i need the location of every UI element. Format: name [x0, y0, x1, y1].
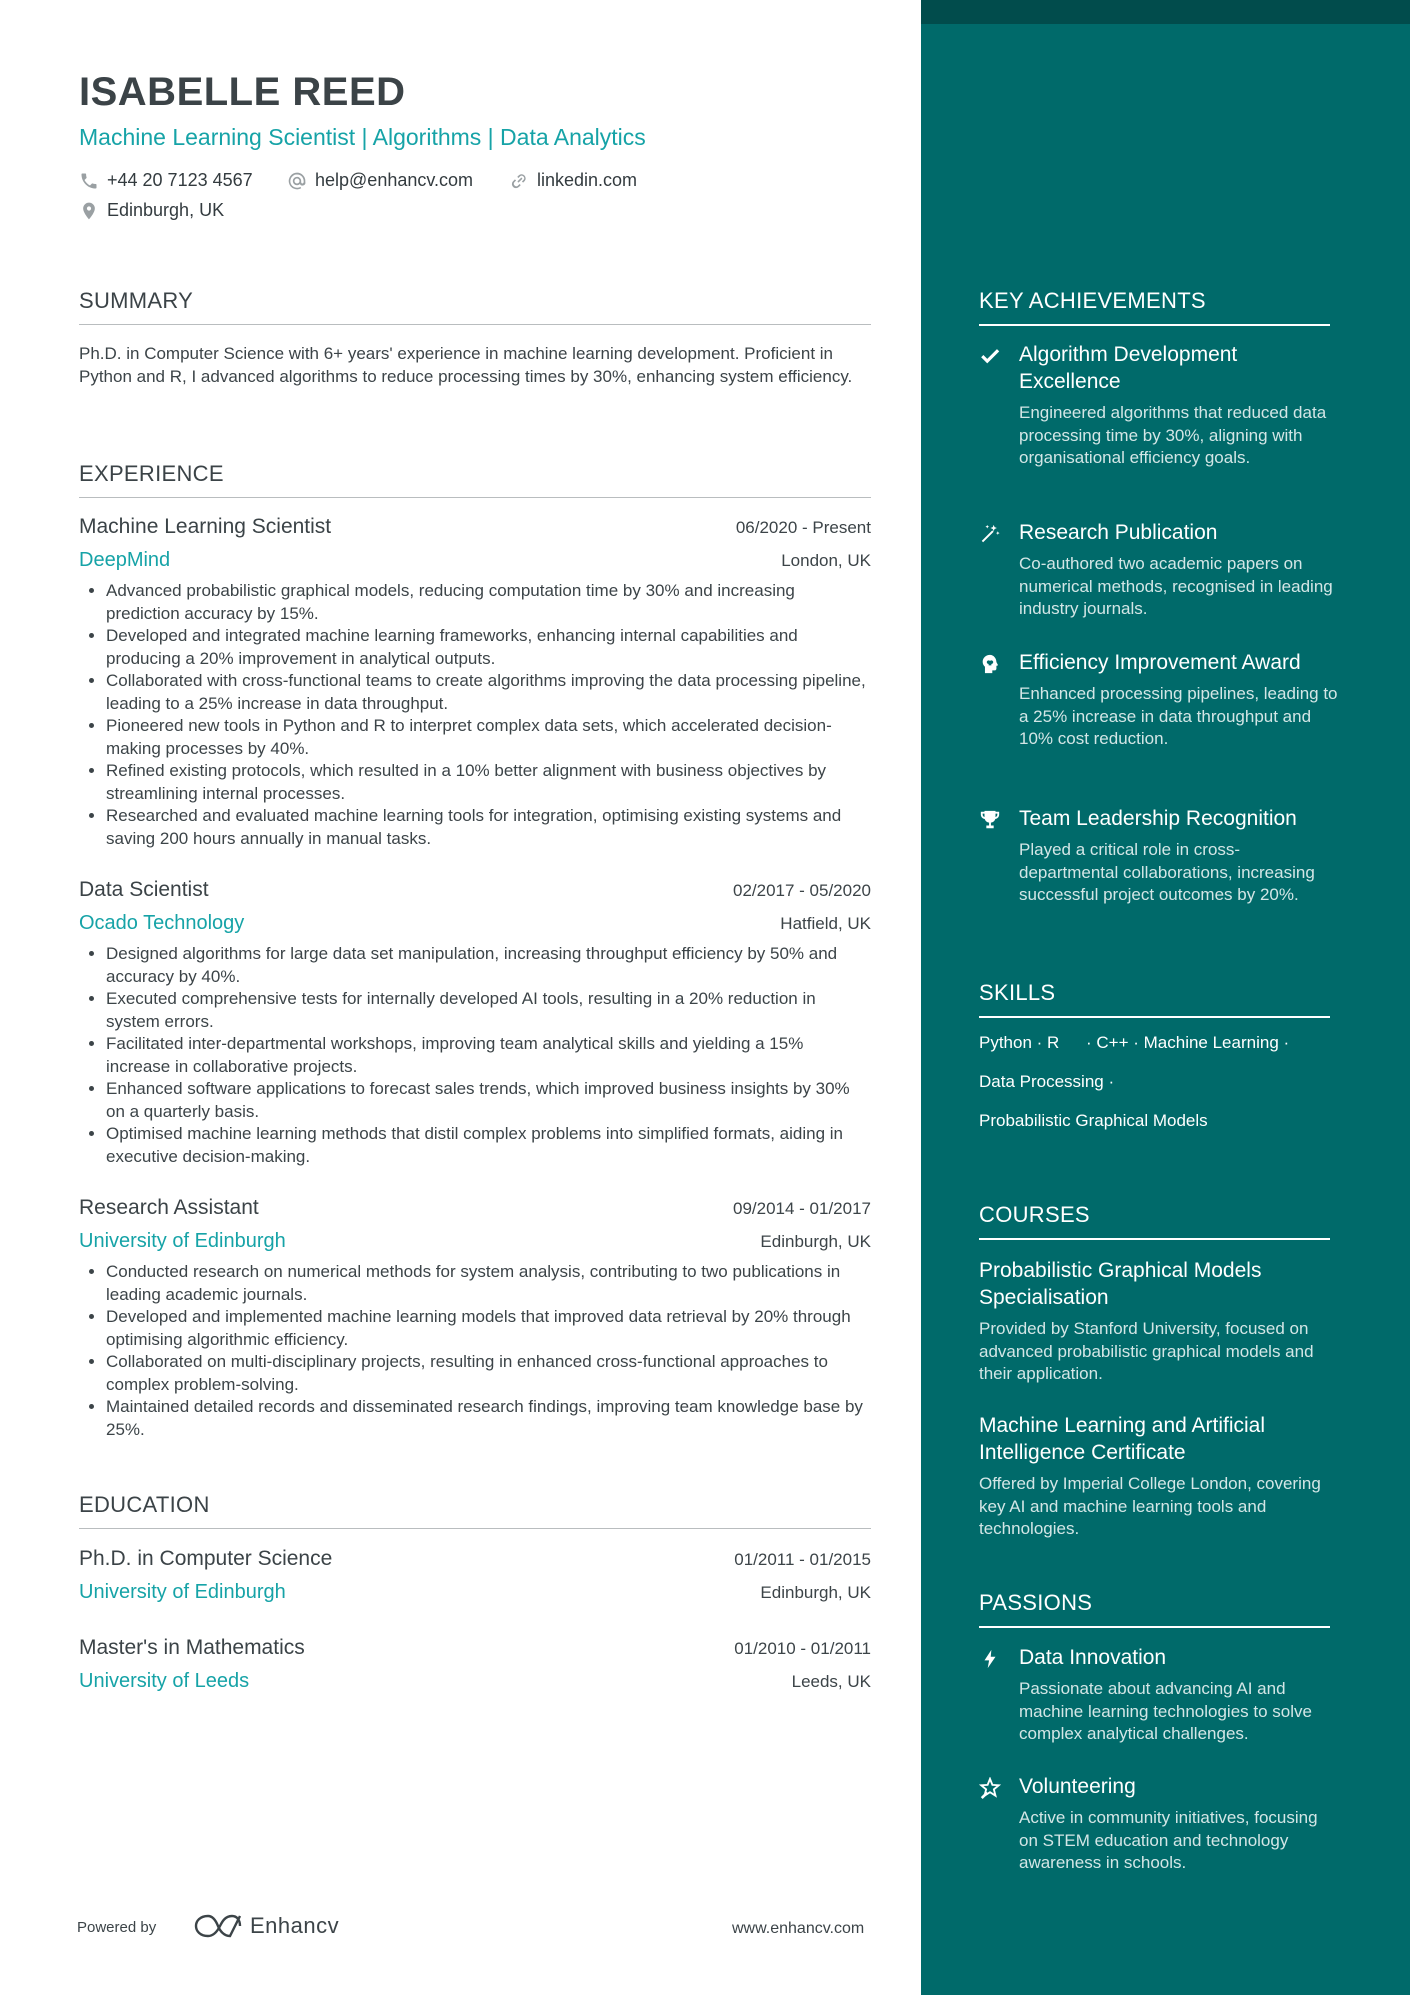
achievement-desc: Co-authored two academic papers on numerical methods, recognised in leading industry journals.: [1019, 554, 1333, 618]
course-title: Machine Learning and Artificial Intelligence Certificate: [979, 1414, 1266, 1464]
enhancv-logo-icon: [194, 1912, 242, 1940]
bullet-item: • Pioneered new tools in Python and R to interpret complex data sets, which accelerated decision-making processes by 40%.: [106, 715, 871, 760]
job-bullets: [79, 1261, 871, 1441]
achievement-item: [979, 519, 1339, 621]
education-heading: EDUCATION: [79, 1492, 871, 1529]
passion-item: [979, 1773, 1339, 1875]
linkedin-text: linkedin.com: [537, 170, 638, 190]
course-desc: Provided by Stanford University, focused on advanced probabilistic graphical models and their application.: [979, 1319, 1314, 1383]
job-dates: 02/2017 - 05/2020: [732, 881, 871, 900]
trophy-icon: [979, 809, 1001, 831]
job-location: Edinburgh, UK: [760, 1232, 871, 1251]
achievement-item: [979, 649, 1339, 751]
location-text: Edinburgh, UK: [107, 200, 225, 220]
email-text: help@enhancv.com: [315, 170, 474, 190]
degree-title: Ph.D. in Computer Science: [79, 1547, 333, 1570]
bullet-item: • Refined existing protocols, which resulted in a 10% better alignment with business objectives by streamlining internal processes.: [106, 760, 871, 805]
magic-wand-icon: [979, 523, 1001, 545]
enhancv-logo[interactable]: [194, 1912, 339, 1940]
powered-by-label: Powered by: [77, 1919, 157, 1936]
check-icon: [979, 345, 1001, 367]
enhancv-logo-text: Enhancv: [250, 1913, 340, 1938]
achievement-title: Efficiency Improvement Award: [1019, 651, 1301, 674]
bullet-item: • Collaborated on multi-disciplinary projects, resulting in enhanced cross-functional approaches to complex problem-solving.: [106, 1351, 871, 1396]
passion-item: [979, 1644, 1339, 1746]
experience-heading: EXPERIENCE: [79, 461, 871, 498]
job-company[interactable]: DeepMind: [79, 549, 171, 571]
bullet-item: • Developed and implemented machine learning models that improved data retrieval by 20% through optimising algorithmic efficiency.: [106, 1306, 871, 1351]
passions-heading: PASSIONS: [979, 1590, 1330, 1628]
summary-heading: SUMMARY: [79, 288, 871, 325]
job-dates: 06/2020 - Present: [735, 518, 871, 537]
skill-item: Data Processing ·: [979, 1072, 1115, 1091]
contact-phone[interactable]: [79, 170, 253, 191]
education-entry: [79, 1636, 871, 1693]
skill-item: Probabilistic Graphical Models: [979, 1111, 1208, 1130]
bullet-item: • Facilitated inter-departmental workshops, improving team analytical skills and yielding a 15% increase in collaborative projects.: [106, 1033, 871, 1078]
passion-desc: Passionate about advancing AI and machine learning technologies to solve complex analytical challenges.: [1019, 1679, 1312, 1743]
summary-text: Ph.D. in Computer Science with 6+ years' experience in machine learning development. Proficient in Python and R, I advanced algorithms to reduce processing times by 30%, enhancing system efficiency.: [79, 344, 853, 386]
school-name[interactable]: University of Edinburgh: [79, 1581, 286, 1603]
job-location: Hatfield, UK: [780, 914, 871, 933]
job-bullets: [79, 943, 871, 1168]
sidebar-top-band: [921, 0, 1410, 24]
job-dates: 09/2014 - 01/2017: [732, 1199, 871, 1218]
contact-email[interactable]: [287, 170, 473, 191]
achievement-item: [979, 341, 1339, 470]
lightning-icon: [979, 1648, 1001, 1670]
achievement-title: Team Leadership Recognition: [1019, 807, 1297, 830]
achievement-desc: Played a critical role in cross-departmental collaborations, increasing successful project outcomes by 20%.: [1019, 840, 1315, 904]
course-item: [979, 1257, 1339, 1386]
school-location: Edinburgh, UK: [760, 1583, 871, 1602]
at-icon: [287, 171, 307, 191]
skill-item: Python · R: [979, 1033, 1060, 1052]
star-hand-icon: [979, 1777, 1001, 1799]
job-company[interactable]: Ocado Technology: [79, 912, 245, 934]
achievement-title: Research Publication: [1019, 521, 1218, 544]
education-entry: [79, 1547, 871, 1604]
job-title: Research Assistant: [79, 1196, 259, 1219]
passion-title: Volunteering: [1019, 1775, 1136, 1798]
location-pin-icon: [79, 201, 99, 221]
job-entry: [79, 515, 871, 850]
passion-desc: Active in community initiatives, focusing on STEM education and technology awareness in schools.: [1019, 1808, 1318, 1872]
passion-title: Data Innovation: [1019, 1646, 1167, 1669]
candidate-name: ISABELLE REED: [79, 70, 406, 114]
bullet-item: • Advanced probabilistic graphical models, reducing computation time by 30% and increasing prediction accuracy by 15%.: [106, 580, 871, 625]
sidebar-column: [921, 0, 1410, 1995]
course-item: [979, 1412, 1339, 1541]
phone-text: +44 20 7123 4567: [107, 170, 253, 190]
school-location: Leeds, UK: [791, 1672, 871, 1691]
bullet-item: • Conducted research on numerical methods for system analysis, contributing to two publications in leading academic journals.: [106, 1261, 871, 1306]
achievement-title: Algorithm Development Excellence: [1019, 343, 1238, 393]
course-desc: Offered by Imperial College London, covering key AI and machine learning tools and technologies.: [979, 1474, 1321, 1538]
contact-linkedin[interactable]: [509, 170, 637, 191]
job-company[interactable]: University of Edinburgh: [79, 1230, 286, 1252]
achievements-heading: KEY ACHIEVEMENTS: [979, 288, 1330, 326]
candidate-subtitle: Machine Learning Scientist | Algorithms | Data Analytics: [79, 124, 646, 150]
head-brain-icon: [979, 653, 1001, 675]
bullet-item: • Researched and evaluated machine learning tools for integration, optimising existing systems and saving 200 hours annually in manual tasks.: [106, 805, 871, 850]
achievement-desc: Enhanced processing pipelines, leading to a 25% increase in data throughput and 10% cost reduction.: [1019, 684, 1338, 748]
education-dates: 01/2010 - 01/2011: [734, 1639, 871, 1658]
skill-item: · C++ · Machine Learning ·: [1086, 1033, 1290, 1052]
phone-icon: [79, 171, 99, 191]
achievement-desc: Engineered algorithms that reduced data processing time by 30%, aligning with organisational efficiency goals.: [1019, 403, 1327, 467]
job-entry: [79, 1196, 871, 1441]
achievement-item: [979, 805, 1339, 907]
bullet-item: • Executed comprehensive tests for internally developed AI tools, resulting in a 20% reduction in system errors.: [106, 988, 871, 1033]
bullet-item: • Developed and integrated machine learning frameworks, enhancing internal capabilities and producing a 20% improvement in analytical outputs.: [106, 625, 871, 670]
courses-heading: COURSES: [979, 1202, 1330, 1240]
bullet-item: • Collaborated with cross-functional teams to create algorithms improving the data processing pipeline, leading to a 25% increase in data throughput.: [106, 670, 871, 715]
contact-location: [79, 200, 224, 221]
skills-heading: SKILLS: [979, 980, 1330, 1018]
education-dates: 01/2011 - 01/2015: [734, 1550, 871, 1569]
job-title: Data Scientist: [79, 878, 209, 901]
course-title: Probabilistic Graphical Models Specialisation: [979, 1259, 1262, 1309]
bullet-item: • Designed algorithms for large data set manipulation, increasing throughput efficiency by 50% and accuracy by 40%.: [106, 943, 871, 988]
bullet-item: • Optimised machine learning methods that distil complex problems into simplified formats, aiding in executive decision-making.: [106, 1123, 871, 1168]
website-link[interactable]: www.enhancv.com: [732, 1920, 865, 1937]
job-entry: [79, 878, 871, 1168]
job-location: London, UK: [781, 551, 871, 570]
bullet-item: • Maintained detailed records and disseminated research findings, improving team knowledge base by 25%.: [106, 1396, 871, 1441]
bullet-item: • Enhanced software applications to forecast sales trends, which improved business insights by 30% on a quarterly basis.: [106, 1078, 871, 1123]
school-name[interactable]: University of Leeds: [79, 1670, 250, 1692]
job-bullets: [79, 580, 871, 850]
job-title: Machine Learning Scientist: [79, 515, 332, 538]
link-icon: [509, 171, 529, 191]
degree-title: Master's in Mathematics: [79, 1636, 305, 1659]
